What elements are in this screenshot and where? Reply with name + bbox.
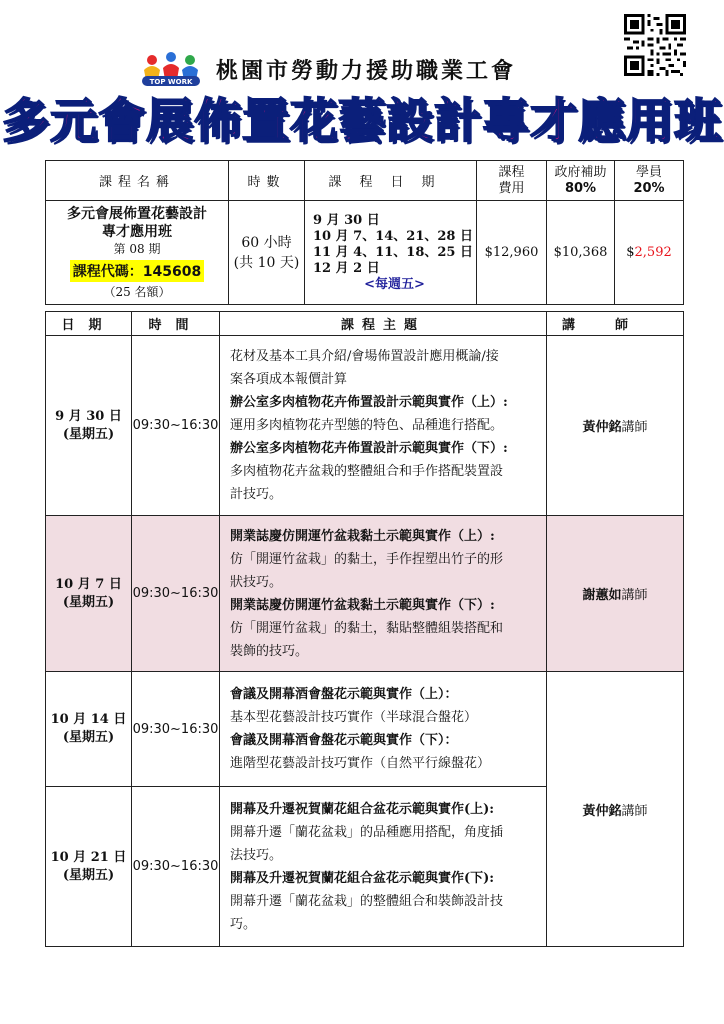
summary-course-row	[46, 201, 684, 305]
teacher-title: 講師	[621, 803, 648, 819]
header-student-line1: 學員	[635, 164, 662, 180]
logo-text: TOP WORK	[149, 78, 193, 86]
course-date-line: 12 月 2 日	[313, 260, 380, 276]
session-time: 09:30~16:30	[132, 787, 220, 947]
topic-heading: 開幕及升遷祝賀蘭花組合盆花示範與實作(上):	[230, 801, 495, 817]
topic-description: 法技巧。	[230, 847, 283, 863]
teacher-name: 謝蕙如	[582, 588, 622, 603]
course-date-line: 9 月 30 日	[313, 212, 380, 228]
course-fee: $12,960	[477, 201, 547, 305]
union-name: 桃園市勞動力援助職業工會	[216, 58, 517, 84]
course-seats: （25 名額）	[103, 285, 171, 299]
topic-description: 案各項成本報價計算	[230, 372, 348, 387]
header-student	[615, 161, 684, 201]
topic-description: 運用多肉植物花卉型態的特色、品種進行搭配。	[230, 418, 504, 433]
course-hours-line1: 60 小時	[241, 234, 292, 251]
session-date-cell	[46, 672, 132, 787]
course-hours-cell	[229, 201, 305, 305]
topic-heading: 會議及開幕酒會盤花示範與實作（下）：	[230, 733, 458, 748]
topic-description: 多肉植物花卉盆栽的整體組合和手作搭配裝置設	[230, 464, 504, 479]
summary-header-row	[46, 161, 684, 201]
session-date: 10 月 7 日	[55, 576, 122, 592]
session-date-cell	[46, 516, 132, 672]
schedule-row	[46, 672, 684, 787]
session-date: 9 月 30 日	[55, 408, 122, 424]
header-subsidy-line2: 80%	[564, 180, 597, 196]
session-date: 10 月 14 日	[50, 712, 127, 727]
course-hours-line2: (共 10 天)	[233, 254, 300, 271]
topic-heading: 開業誌慶仿開運竹盆栽黏土示範與實作（上）:	[230, 528, 495, 544]
header-fee-line2: 費用	[498, 180, 525, 196]
header-fee	[477, 161, 547, 201]
session-date: 10 月 21 日	[50, 849, 127, 865]
schedule-table	[45, 311, 684, 947]
header-subsidy	[547, 161, 615, 201]
session-weekday: (星期五)	[62, 594, 115, 610]
student-fee-value: 2,592	[634, 245, 672, 260]
teacher-title: 講師	[621, 420, 648, 435]
session-date-cell	[46, 336, 132, 516]
schedule-row	[46, 336, 684, 516]
header-fee-line1: 課程	[498, 164, 525, 180]
session-time: 09:30~16:30	[132, 336, 220, 516]
course-name-line1: 多元會展佈置花藝設計	[67, 206, 207, 222]
qr-code-icon	[624, 14, 686, 76]
session-topic	[220, 672, 547, 787]
topic-description: 基本型花藝設計技巧實作（半球混合盤花）	[230, 710, 478, 725]
course-subsidy: $10,368	[547, 201, 615, 305]
course-name-cell	[46, 201, 229, 305]
course-name-line2: 專才應用班	[102, 224, 172, 240]
session-topic	[220, 516, 547, 672]
session-time: 09:30~16:30	[132, 516, 220, 672]
topic-description: 進階型花藝設計技巧實作（自然平行線盤花）	[230, 756, 491, 771]
course-date-line: 11 月 4、11、18、25 日	[313, 244, 473, 260]
header-hours: 時數	[229, 161, 305, 201]
session-topic	[220, 787, 547, 947]
course-date-line: 10 月 7、14、21、28 日	[313, 228, 473, 244]
schedule-header-row	[46, 312, 684, 336]
topic-description: 開幕升遷「蘭花盆栽」的整體組合和裝飾設計技	[230, 893, 504, 909]
session-topic	[220, 336, 547, 516]
topic-description: 花材及基本工具介紹/會場佈置設計應用概論/接	[230, 349, 499, 364]
topic-heading: 開幕及升遷祝賀蘭花組合盆花示範與實作(下):	[230, 870, 495, 886]
student-fee	[615, 201, 684, 305]
session-time: 09:30~16:30	[132, 672, 220, 787]
topic-heading: 辦公室多肉植物花卉佈置設計示範與實作（上）:	[230, 395, 508, 410]
teacher-name: 黃仲銘	[582, 420, 622, 435]
student-fee-prefix: $	[626, 245, 635, 260]
topic-description: 計技巧。	[230, 487, 283, 502]
weekly-note: <每週五>	[364, 276, 425, 292]
header-date: 日期	[46, 312, 132, 336]
topic-description: 開幕升遷「蘭花盆栽」的品種應用搭配，角度插	[230, 824, 504, 840]
teacher-cell	[547, 672, 684, 947]
header-time: 時間	[132, 312, 220, 336]
session-weekday: (星期五)	[62, 730, 115, 745]
topic-description: 狀技巧。	[230, 574, 283, 590]
topic-description: 巧。	[230, 916, 257, 932]
header-subsidy-line1: 政府補助	[554, 164, 607, 180]
topic-description: 仿「開運竹盆栽」的黏土，黏貼整體組裝搭配和	[230, 620, 504, 636]
course-code: 課程代碼：145608	[70, 260, 204, 282]
session-weekday: (星期五)	[62, 867, 115, 883]
header-course-name: 課程名稱	[46, 161, 229, 201]
teacher-name: 黃仲銘	[582, 803, 622, 819]
course-summary-table	[45, 160, 684, 305]
header-topic: 課程主題	[220, 312, 547, 336]
session-date-cell	[46, 787, 132, 947]
session-weekday: (星期五)	[62, 426, 115, 442]
page-title: 多元會展佈置花藝設計專才應用班	[2, 94, 722, 149]
teacher-cell	[547, 516, 684, 672]
header-student-line2: 20%	[633, 180, 665, 196]
topic-heading: 辦公室多肉植物花卉佈置設計示範與實作（下）:	[230, 441, 508, 456]
course-dates-cell	[305, 201, 477, 305]
topic-heading: 開業誌慶仿開運竹盆栽黏土示範與實作（下）:	[230, 597, 495, 613]
topic-description: 仿「開運竹盆栽」的黏土，手作捏塑出竹子的形	[230, 551, 504, 567]
header-teacher: 講師	[547, 312, 684, 336]
course-session: 第 08 期	[113, 242, 161, 256]
header-course-dates: 課程日期	[305, 161, 477, 201]
topic-description: 裝飾的技巧。	[230, 643, 309, 659]
teacher-cell	[547, 336, 684, 516]
schedule-row	[46, 516, 684, 672]
teacher-title: 講師	[621, 588, 648, 603]
topic-heading: 會議及開幕酒會盤花示範與實作（上）：	[230, 687, 458, 702]
